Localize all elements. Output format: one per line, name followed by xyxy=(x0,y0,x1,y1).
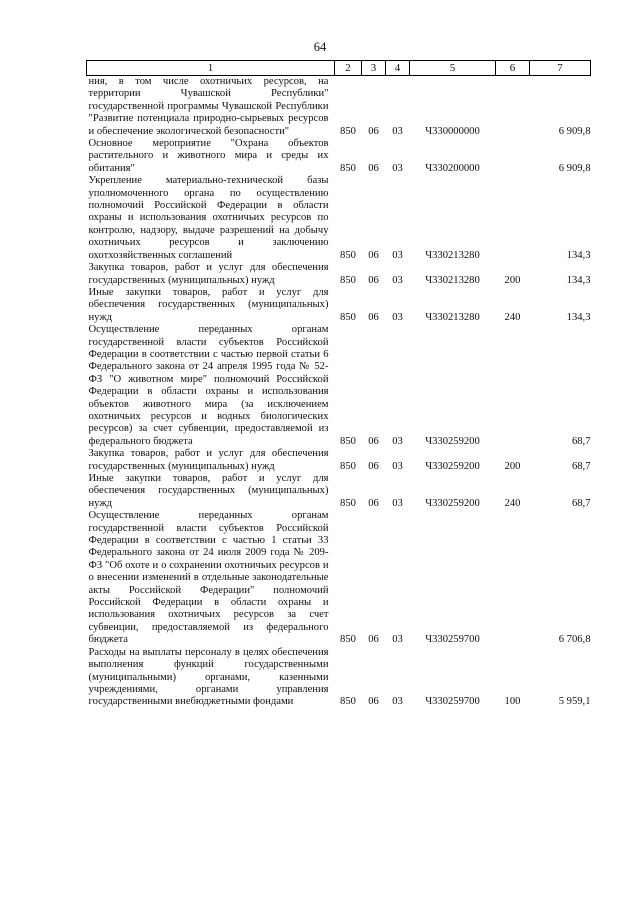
row-col-3: 06 xyxy=(368,274,379,286)
row-name: Закупка товаров, работ и услуг для обеспечения государственных (муниципальных) нужд xyxy=(88,448,329,472)
row-col-5: Ч330213280 xyxy=(425,249,480,261)
header-col-4: 4 xyxy=(386,61,410,76)
table-row xyxy=(87,448,591,473)
table-row xyxy=(87,510,591,646)
row-col-2: 850 xyxy=(340,274,356,286)
row-col-2: 850 xyxy=(340,435,356,447)
row-col-6 xyxy=(496,510,530,646)
row-amount: 68,7 xyxy=(571,497,591,509)
row-name: Иные закупки товаров, работ и услуг для обеспечения государственных (муниципальных) нужд xyxy=(88,286,329,323)
row-col-6 xyxy=(496,76,530,139)
row-name: Закупка товаров, работ и услуг для обеспечения государственных (муниципальных) нужд xyxy=(88,262,329,286)
table-row xyxy=(87,138,591,175)
row-amount: 68,7 xyxy=(571,460,591,472)
row-col-4: 03 xyxy=(392,696,403,708)
row-name: Укрепление материально-технической базы уполномоченного органа по осуществлению полномочий Российской Федерации в области охраны и использования охотничьих ресурсов по контролю, надзору, выдаче разрешений на добычу охотничьих ресурсов и заключению охотхозяйственных соглашений xyxy=(88,175,329,261)
header-col-7: 7 xyxy=(530,61,591,76)
table-header xyxy=(87,61,591,76)
row-amount: 134,3 xyxy=(566,249,591,261)
row-col-6: 100 xyxy=(504,696,521,708)
row-name: ния, в том числе охотничьих ресурсов, на территории Чувашской Республики" государственной программы Чувашской Республики "Развитие потенциала природно-сырьевых ресурсов и обеспечение экологической безопасности" xyxy=(88,76,329,137)
row-col-5: Ч330200000 xyxy=(425,162,480,174)
row-col-5: Ч330259700 xyxy=(425,696,480,708)
row-col-3: 06 xyxy=(368,634,379,646)
row-col-4: 03 xyxy=(392,249,403,261)
row-col-6: 200 xyxy=(504,460,521,472)
row-col-2: 850 xyxy=(340,696,356,708)
row-col-3: 06 xyxy=(368,435,379,447)
row-col-4: 03 xyxy=(392,460,403,472)
row-col-4: 03 xyxy=(392,162,403,174)
row-name: Осуществление переданных органам государственной власти субъектов Российской Федерации в соответствии с частью 1 статьи 33 Федерального закона от 24 июля 2009 года № 209-ФЗ "Об охоте и о сохранении охотничьих ресурсов и о внесении изменений в отдельные законодательные акты Российской Федерации" полномочий Российской Федерации в области охраны и использования охотничьих ресурсов за счет субвенции, предоставляемой из федерального бюджета xyxy=(88,510,329,646)
row-col-5: Ч330259200 xyxy=(425,460,480,472)
row-name: Иные закупки товаров, работ и услуг для обеспечения государственных (муниципальных) нужд xyxy=(88,473,329,509)
header-col-2: 2 xyxy=(335,61,362,76)
row-name: Основное мероприятие "Охрана объектов растительного и животного мира и среды их обитания" xyxy=(88,138,329,174)
row-col-2: 850 xyxy=(340,311,356,323)
row-col-2: 850 xyxy=(340,497,356,509)
row-col-3: 06 xyxy=(368,249,379,261)
row-col-2: 850 xyxy=(340,162,356,174)
row-col-5: Ч330259200 xyxy=(425,497,480,509)
row-col-5: Ч330259700 xyxy=(425,634,480,646)
table-row xyxy=(87,473,591,510)
row-col-2: 850 xyxy=(340,634,356,646)
header-col-3: 3 xyxy=(362,61,386,76)
row-name: Расходы на выплаты персоналу в целях обеспечения выполнения функций государственными (муниципальными) органами, казенными учреждениями, органами управления государственными внебюджетными фондами xyxy=(88,646,329,708)
row-col-6 xyxy=(496,138,530,175)
row-col-4: 03 xyxy=(392,634,403,646)
row-col-3: 06 xyxy=(368,311,379,323)
row-amount: 6 706,8 xyxy=(558,634,591,646)
table-row xyxy=(87,262,591,287)
row-amount: 6 909,8 xyxy=(558,125,591,137)
table-row xyxy=(87,287,591,324)
header-col-5: 5 xyxy=(410,61,496,76)
row-col-2: 850 xyxy=(340,460,356,472)
row-name: Осуществление переданных органам государственной власти субъектов Российской Федерации в соответствии с частью первой статьи 6 Федерального закона от 24 апреля 1995 года № 52-ФЗ "О животном мире" полномочий Российской Федерации в области охраны и использования объектов животного мира (за исключением охотничьих ресурсов и водных биологических ресурсов) за счет субвенции, предоставляемой из федерального бюджета xyxy=(88,324,329,447)
row-col-6 xyxy=(496,175,530,262)
row-col-3: 06 xyxy=(368,497,379,509)
row-col-4: 03 xyxy=(392,274,403,286)
row-col-4: 03 xyxy=(392,435,403,447)
row-col-6: 240 xyxy=(504,311,521,323)
table-row xyxy=(87,324,591,448)
table-row xyxy=(87,175,591,262)
row-col-3: 06 xyxy=(368,696,379,708)
page-number: 64 xyxy=(313,40,327,54)
row-col-2: 850 xyxy=(340,125,356,137)
row-amount: 68,7 xyxy=(571,435,591,447)
row-amount: 6 909,8 xyxy=(558,162,591,174)
row-amount: 134,3 xyxy=(566,311,591,323)
header-col-1: 1 xyxy=(87,61,335,76)
table-row xyxy=(87,647,591,709)
row-col-6: 240 xyxy=(504,497,521,509)
budget-table xyxy=(86,60,591,709)
row-col-2: 850 xyxy=(340,249,356,261)
row-col-5: Ч330213280 xyxy=(425,311,480,323)
row-col-5: Ч330213280 xyxy=(425,274,480,286)
row-col-4: 03 xyxy=(392,497,403,509)
row-col-5: Ч330259200 xyxy=(425,435,480,447)
row-amount: 5 959,1 xyxy=(558,696,591,708)
row-amount: 134,3 xyxy=(566,274,591,286)
row-col-3: 06 xyxy=(368,460,379,472)
row-col-4: 03 xyxy=(392,311,403,323)
row-col-6: 200 xyxy=(504,274,521,286)
row-col-6 xyxy=(496,324,530,448)
row-col-3: 06 xyxy=(368,125,379,137)
header-col-6: 6 xyxy=(496,61,530,76)
row-col-5: Ч330000000 xyxy=(425,125,480,137)
row-col-4: 03 xyxy=(392,125,403,137)
table-row xyxy=(87,76,591,139)
row-col-3: 06 xyxy=(368,162,379,174)
